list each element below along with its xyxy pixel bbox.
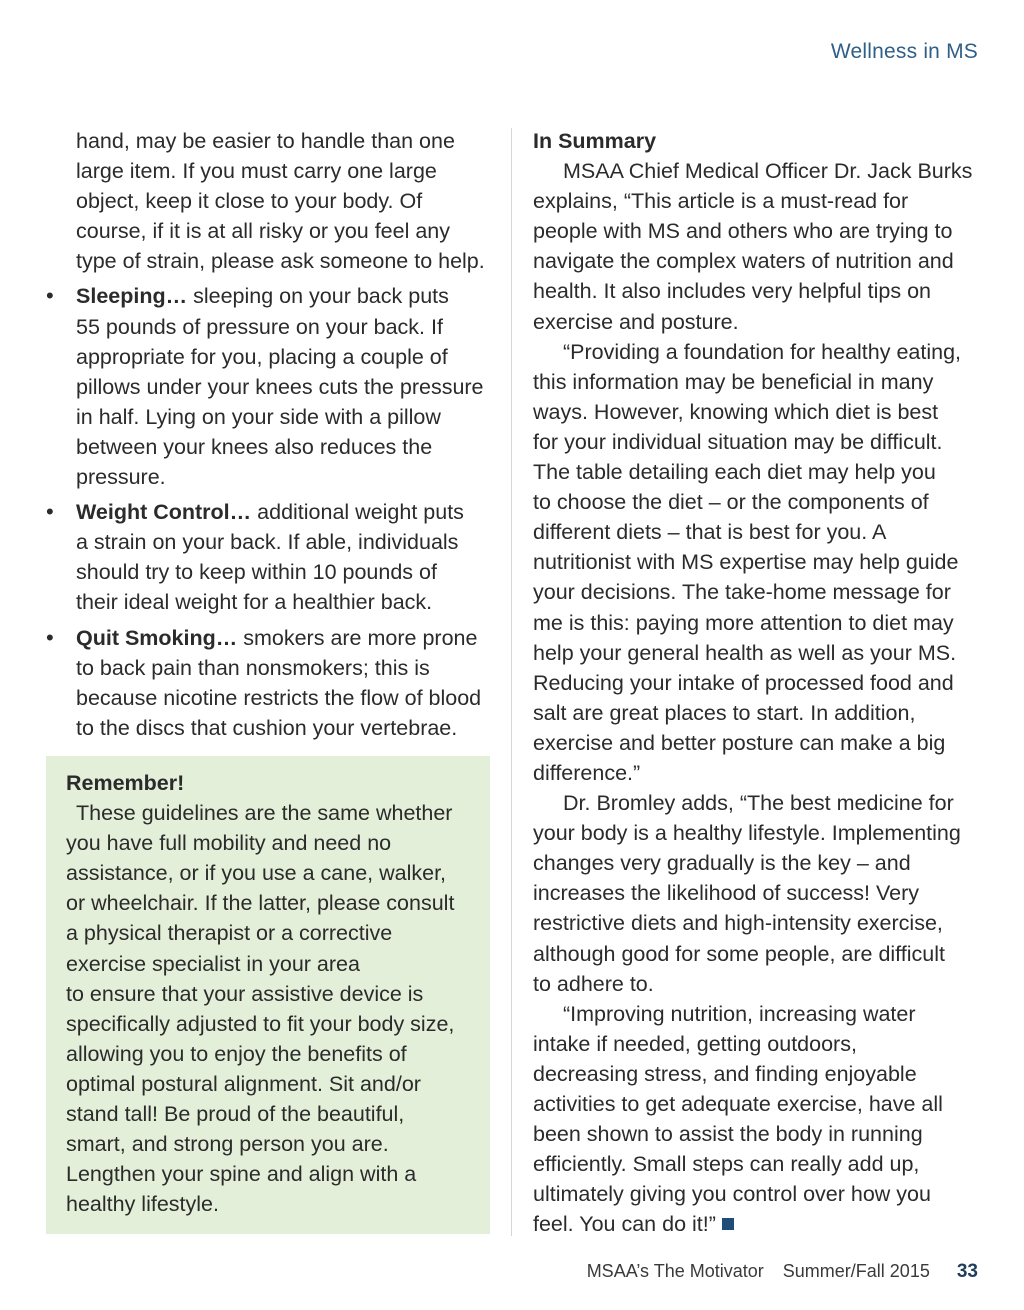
page-footer [587,1261,978,1283]
bullet-icon: • [46,624,54,650]
summary-paragraph-4: “Improving nutrition, increasing water intake if needed, getting outdoors, decreasing stress, and finding enjoyable activities to get adequate exercise, have all been shown to assist the body in running efficiently. Small steps can really add up, ultimately giving you control over how you feel. You can do it!” [533,1001,943,1237]
remember-callout [46,756,490,1234]
bullet-quit-smoking: • Quit Smoking… smokers are more prone to back pain than nonsmokers; this is because nicotine restricts the flow of blood to the discs that cushion your vertebrae. [46,624,482,740]
bullet-icon: • [46,283,54,309]
callout-title: Remember! [66,771,185,795]
summary-paragraph-3: Dr. Bromley adds, “The best medicine for your body is a healthy lifestyle. Implementing changes very gradually is the key – and increases the likelihood of success! Very restrictive diets and high-intensity exercise, although good for some people, are difficult to adhere to. [533,791,961,996]
bullet-title: Weight Control… [76,500,252,525]
column-divider [511,128,512,1236]
summary-paragraph-2: “Providing a foundation for healthy eating, this information may be beneficial in many ways. However, knowing which diet is best for your individual situation may be difficult. The table detailing each diet may help you to choose the diet – or the components of different diets – that is best for you. A nutritionist with MS expertise may help guide your decisions. The take-home message for me is this: paying more attention to diet may help your general health as well as your MS. Reducing your intake of processed food and salt are great places to start. In addition, exercise and better posture can make a big difference.” [533,339,962,785]
issue-label: Summer/Fall 2015 [782,1261,930,1281]
bullet-sleeping: • Sleeping… sleeping on your back puts 55 pounds of pressure on your back. If appropriate for you, placing a couple of pillows under your knees cuts the pressure in half. Lying on your side with a pillow between your knees also reduces the pressure. [46,283,484,490]
bullet-title: Sleeping… [76,284,188,309]
page-number: 33 [956,1261,978,1282]
section-title: Wellness in MS [830,40,978,63]
continuation-paragraph: hand, may be easier to handle than one large item. If you must carry one large object, keep it close to your body. Of course, if it is at all risky or you feel any type of strain, please ask someone to help. [76,129,485,274]
bullet-title: Quit Smoking… [76,625,238,650]
bullet-weight-control: • Weight Control… additional weight puts a strain on your back. If able, individuals should try to keep within 10 pounds of their ideal weight for a healthier back. [46,499,464,615]
right-column [533,126,983,1239]
publication-name: MSAA’s The Motivator [586,1261,764,1281]
summary-heading: In Summary [533,129,657,153]
summary-paragraph-1: MSAA Chief Medical Officer Dr. Jack Burks explains, “This article is a must-read for people with MS and others who are trying to navigate the complex waters of nutrition and health. It also includes very helpful tips on exercise and posture. [533,159,973,334]
left-column [46,126,496,743]
callout-body: These guidelines are the same whether you have full mobility and need no assistance, or if you use a cane, walker, or wheelchair. If the latter, please consult a physical therapist or a corrective exercise specialist in your area to ensure that your assistive device is specifically adjusted to fit your body size, allowing you to enjoy the benefits of optimal postural alignment. Sit and/or stand tall! Be proud of the beautiful, smart, and strong person you are. Lengthen your spine and align with a healthy lifestyle. [66,801,455,1217]
bullet-icon: • [46,499,54,525]
end-mark-icon [722,1218,734,1230]
